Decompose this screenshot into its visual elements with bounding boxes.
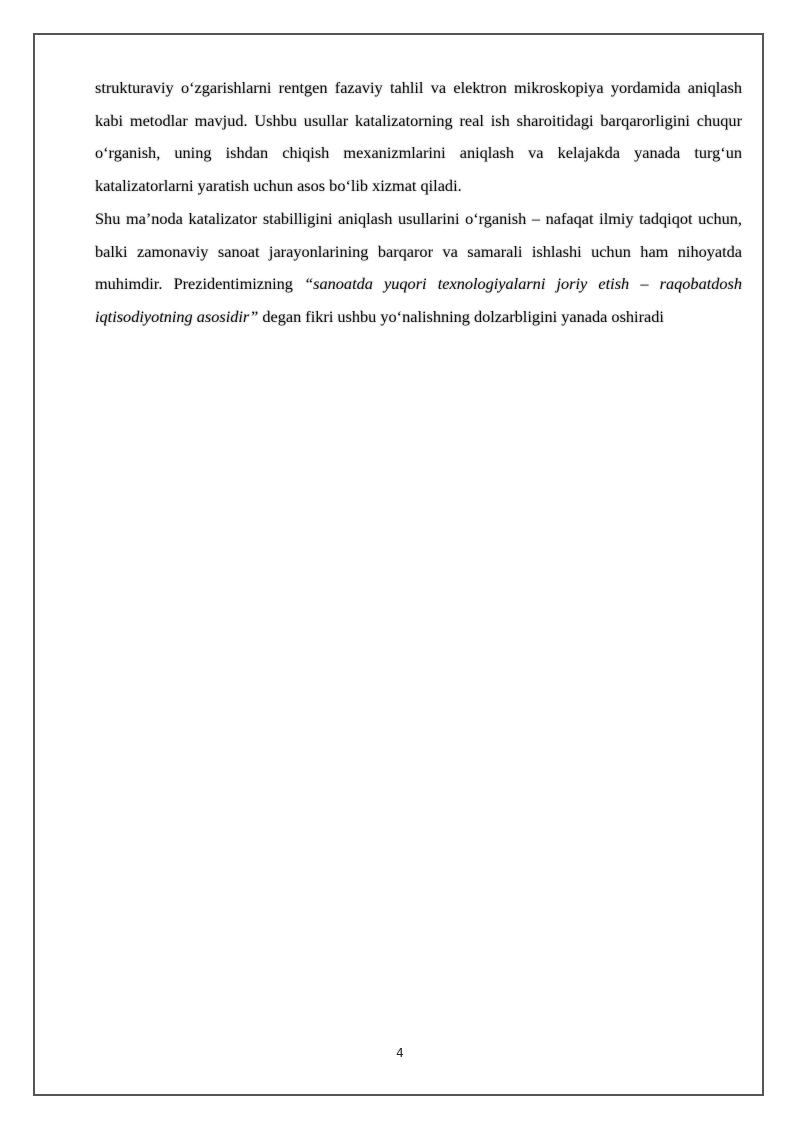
paragraph-2 xyxy=(95,203,742,334)
page-number: 4 xyxy=(396,1046,404,1060)
paragraph-2-end: degan fikri ushbu yo‘nalishning dolzarbligini yanada oshiradi xyxy=(258,306,664,326)
president-quote: “sanoatda yuqori texnologiyalarni joriy etish – raqobatdosh iqtisodiyotning asosidir” xyxy=(95,274,742,326)
paragraph-2-start: Shu ma’noda katalizator stabilligini aniqlash usullarini o‘rganish – nafaqat ilmiy tadqiqot uchun, balki zamonaviy sanoat jarayonlarining barqaror va samarali ishlashi uchun ham nihoyatda muhimdir. Prezidentimizning xyxy=(95,208,742,294)
paragraph-1: strukturaviy o‘zgarishlarni rentgen fazaviy tahlil va elektron mikroskopiya yordamida aniqlash kabi metodlar mavjud. Ushbu usullar katalizatorning real ish sharoitidagi barqarorligini chuqur o‘rganish, uning ishdan chiqish mexanizmlarini aniqlash va kelajakda yanada turg‘un katalizatorlarni yaratish uchun asos bo‘lib xizmat qiladi. xyxy=(95,78,742,196)
document-body xyxy=(95,72,742,334)
